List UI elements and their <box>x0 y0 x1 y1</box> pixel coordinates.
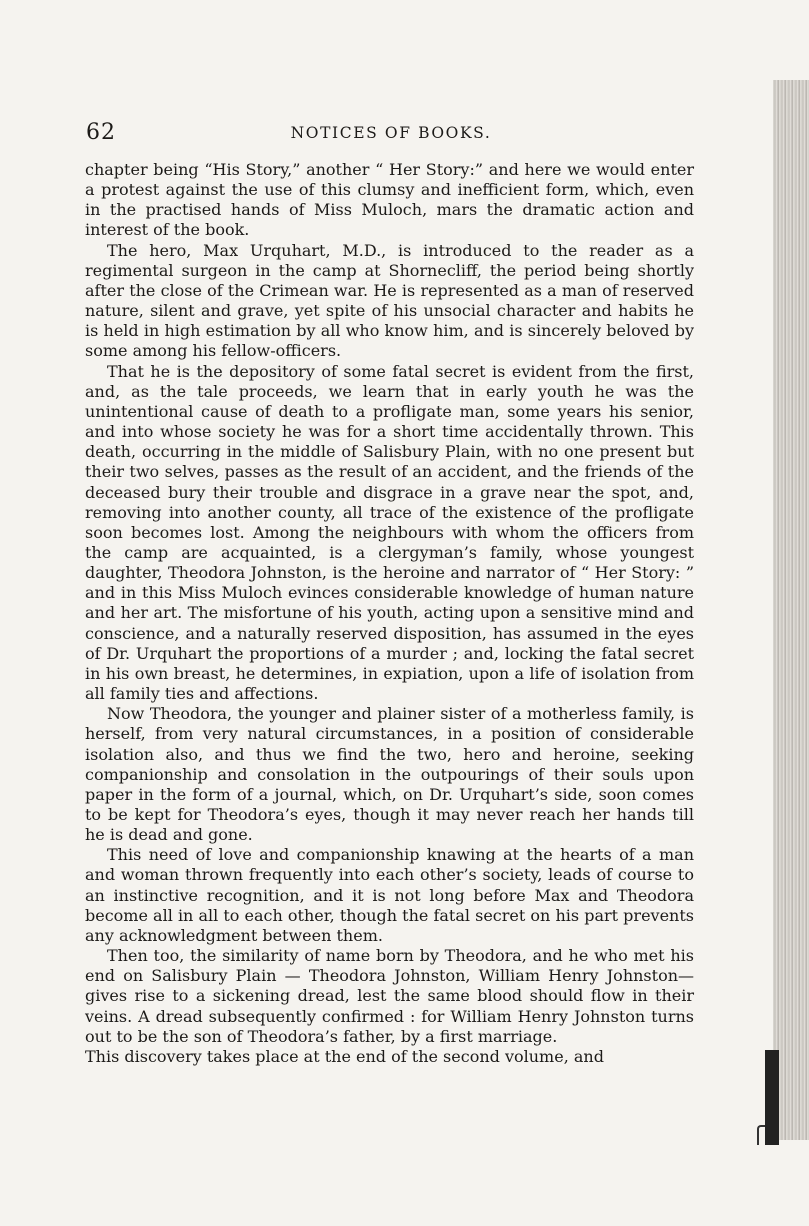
page-header <box>86 120 696 150</box>
running-title: NOTICES OF BOOKS. <box>290 124 492 142</box>
paragraph: That he is the depository of some fatal secret is evident from the first, and, as the tale proceeds, we learn that in early youth he was the unintentional cause of death to a profligate man, some years his senior, and into whose society he was for a short time accidentally thrown. This death, occurring in the middle of Salisbury Plain, with no one present but their two selves, passes as the result of an accident, and the friends of the deceased bury their trouble and disgrace in a grave near the spot, and, removing into another county, all trace of the existence of the profligate soon becomes lost. Among the neighbours with whom the officers from the camp are acquainted, is a clergyman’s family, whose youngest daughter, Theodora Johnston, is the heroine and narrator of “ Her Story: ” and in this Miss Muloch evinces considerable knowledge of human nature and her art. The misfortune of his youth, acting upon a sensitive mind and conscience, and a naturally reserved disposition, has assumed in the eyes of Dr. Urquhart the proportions of a murder ; and, locking the fatal secret in his own breast, he determines, in expiation, upon a life of isolation from all family ties and affections. <box>85 361 694 704</box>
body-text <box>85 160 694 1067</box>
page-gutter-shadow <box>773 80 809 1140</box>
paragraph: This need of love and companionship knawing at the hearts of a man and woman thrown frequently into each other’s society, leads of course to an instinctive recognition, and it is not long before Max and Theodora become all in all to each other, though the fatal secret on his part prevents any acknowledgment between them. <box>85 845 694 945</box>
paragraph: Now Theodora, the younger and plainer sister of a motherless family, is herself, from very natural circumstances, in a position of considerable isolation also, and thus we find the two, hero and heroine, seeking companionship and consolation in the outpourings of their souls upon paper in the form of a journal, which, on Dr. Urquhart’s side, soon comes to be kept for Theodora’s eyes, though it may never reach her hands till he is dead and gone. <box>85 704 694 845</box>
page-number: 62 <box>86 120 116 145</box>
binding-edge <box>765 1050 779 1145</box>
paragraph-continued: chapter being “His Story,” another “ Her Story:” and here we would enter a protest against the use of this clumsy and inefficient form, which, even in the practised hands of Miss Muloch, mars the dramatic action and interest of the book. <box>85 160 694 240</box>
binding-mark <box>757 1125 765 1145</box>
paragraph: The hero, Max Urquhart, M.D., is introduced to the reader as a regimental surgeon in the camp at Shornecliff, the period being shortly after the close of the Crimean war. He is represented as a man of reserved nature, silent and grave, yet spite of his unsocial character and habits he is held in high estimation by all who know him, and is sincerely beloved by some among his fellow-officers. <box>85 240 694 361</box>
paragraph: Then too, the similarity of name born by Theodora, and he who met his end on Salisbury Plain — Theodora Johnston, William Henry Johnston—gives rise to a sickening dread, lest the same blood should flow in their veins. A dread subsequently confirmed : for William Henry Johnston turns out to be the son of Theodora’s father, by a first marriage. <box>85 946 694 1046</box>
paragraph-final-line: This discovery takes place at the end of the second volume, and <box>85 1046 604 1066</box>
